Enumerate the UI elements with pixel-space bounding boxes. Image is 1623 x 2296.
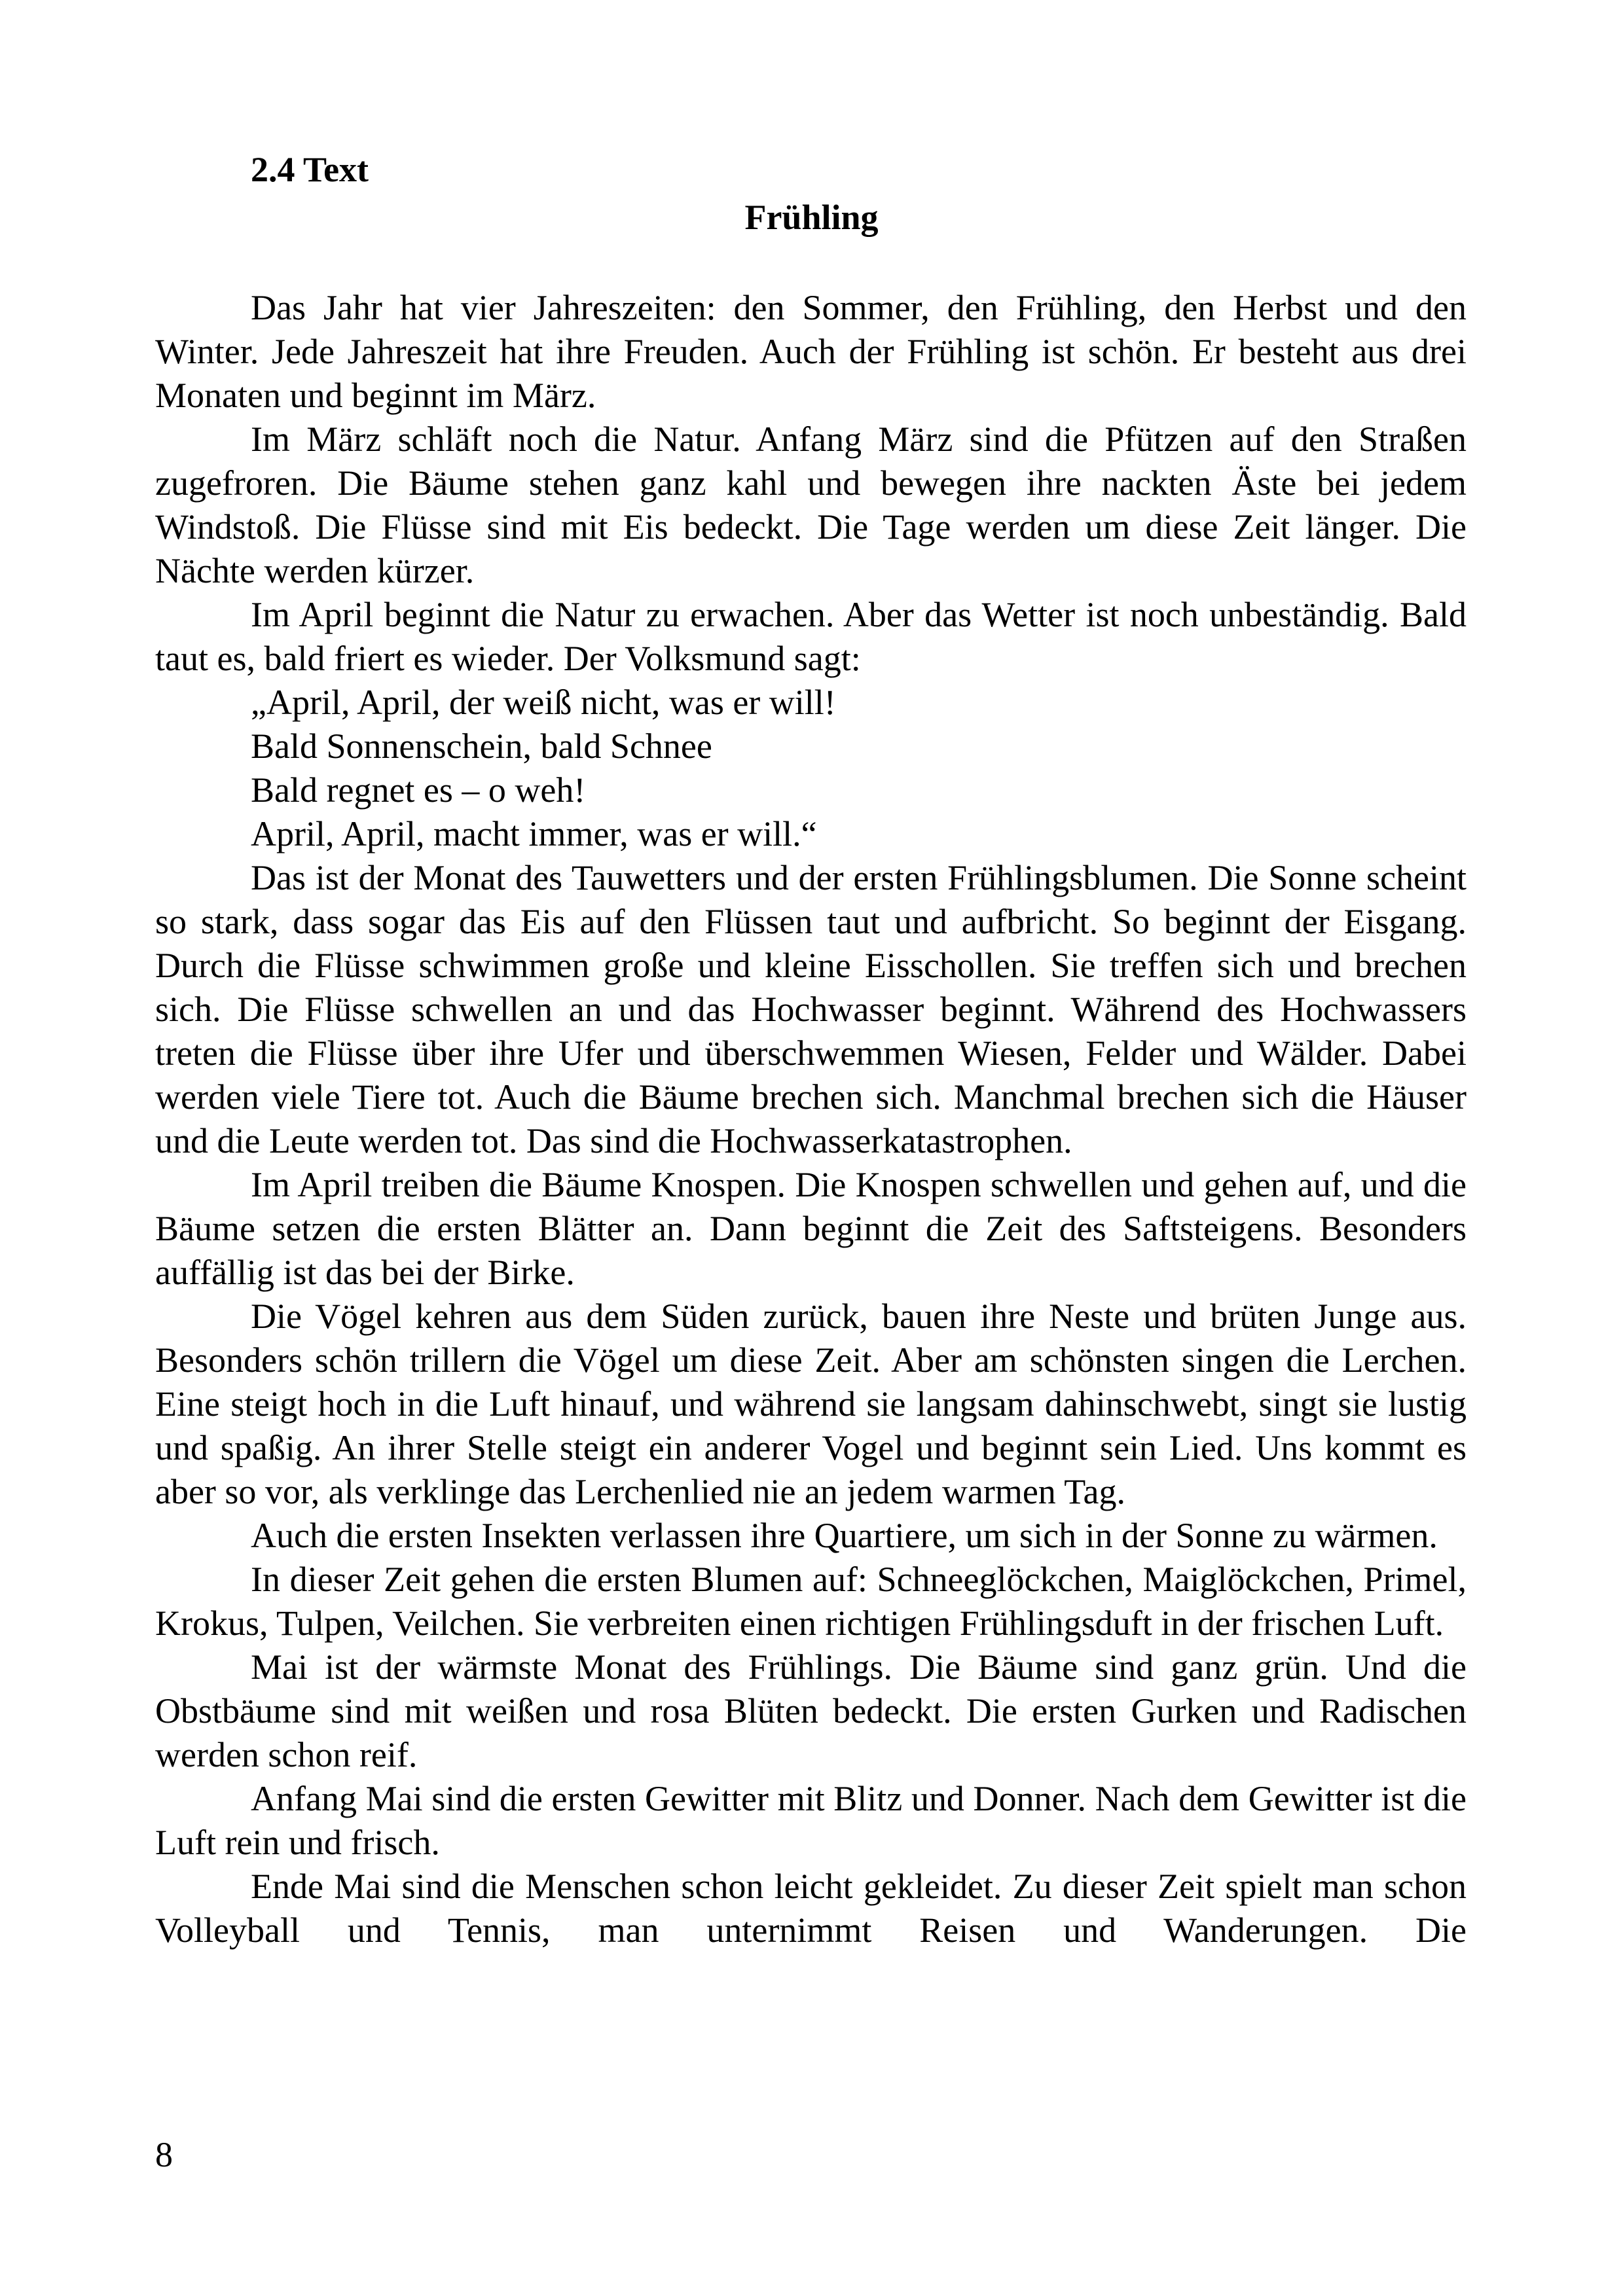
- paragraph: Das ist der Monat des Tauwetters und der ersten Frühlingsblumen. Die Sonne scheint so stark, dass sogar das Eis auf den Flüssen taut und aufbricht. So beginnt der Eisgang. Durch die Flüsse schwimmen große und kleine Eisschollen. Sie treffen sich und brechen sich. Die Flüsse schwellen an und das Hochwasser beginnt. Während des Hochwassers treten die Flüsse über ihre Ufer und überschwemmen Wiesen, Felder und Wälder. Dabei werden viele Tiere tot. Auch die Bäume brechen sich. Manchmal brechen sich die Häuser und die Leute werden tot. Das sind die Hochwasserkatastrophen.: [155, 858, 1467, 1160]
- paragraph: Das Jahr hat vier Jahreszeiten: den Sommer, den Frühling, den Herbst und den Winter. Jede Jahreszeit hat ihre Freuden. Auch der Frühling ist schön. Er besteht aus drei Monaten und beginnt im März.: [155, 288, 1467, 415]
- paragraph: Im April treiben die Bäume Knospen. Die Knospen schwellen und gehen auf, und die Bäume setzen die ersten Blätter an. Dann beginnt die Zeit des Saftsteigens. Besonders auffällig ist das bei der Birke.: [155, 1165, 1467, 1292]
- verse-line: „April, April, der weiß nicht, was er will!: [251, 683, 836, 722]
- body-text: [155, 286, 1467, 1952]
- paragraph: Ende Mai sind die Menschen schon leicht gekleidet. Zu dieser Zeit spielt man schon Volleyball und Tennis, man unternimmt Reisen und Wanderungen. Die: [155, 1867, 1467, 1950]
- section-heading: 2.4 Text: [251, 150, 369, 189]
- paragraph: Im April beginnt die Natur zu erwachen. Aber das Wetter ist noch unbeständig. Bald taut es, bald friert es wieder. Der Volksmund sagt:: [155, 595, 1467, 678]
- verse-line: Bald regnet es – o weh!: [251, 770, 586, 810]
- paragraph: Die Vögel kehren aus dem Süden zurück, bauen ihre Neste und brüten Junge aus. Besonders schön trillern die Vögel um diese Zeit. Aber am schönsten singen die Lerchen. Eine steigt hoch in die Luft hinauf, und während sie langsam dahinschwebt, singt sie lustig und spaßig. An ihrer Stelle steigt ein anderer Vogel und beginnt sein Lied. Uns kommt es aber so vor, als verklinge das Lerchenlied nie an jedem warmen Tag.: [155, 1297, 1467, 1511]
- verse-line: Bald Sonnenschein, bald Schnee: [251, 726, 712, 766]
- paragraph: Anfang Mai sind die ersten Gewitter mit Blitz und Donner. Nach dem Gewitter ist die Luft rein und frisch.: [155, 1779, 1467, 1862]
- paragraph: Im März schläft noch die Natur. Anfang März sind die Pfützen auf den Straßen zugefroren. Die Bäume stehen ganz kahl und bewegen ihre nackten Äste bei jedem Windstoß. Die Flüsse sind mit Eis bedeckt. Die Tage werden um diese Zeit länger. Die Nächte werden kürzer.: [155, 420, 1467, 590]
- page-title: Frühling: [744, 198, 879, 237]
- page-number: 8: [155, 2135, 173, 2174]
- paragraph: Mai ist der wärmste Monat des Frühlings. Die Bäume sind ganz grün. Und die Obstbäume sind mit weißen und rosa Blüten bedeckt. Die ersten Gurken und Radischen werden schon reif.: [155, 1647, 1467, 1774]
- paragraph: In dieser Zeit gehen die ersten Blumen auf: Schneeglöckchen, Maiglöckchen, Primel, Krokus, Tulpen, Veilchen. Sie verbreiten einen richtigen Frühlingsduft in der frischen Luft.: [155, 1560, 1467, 1643]
- verse-line: April, April, macht immer, was er will.“: [251, 814, 817, 853]
- paragraph: Auch die ersten Insekten verlassen ihre Quartiere, um sich in der Sonne zu wärmen.: [251, 1516, 1438, 1555]
